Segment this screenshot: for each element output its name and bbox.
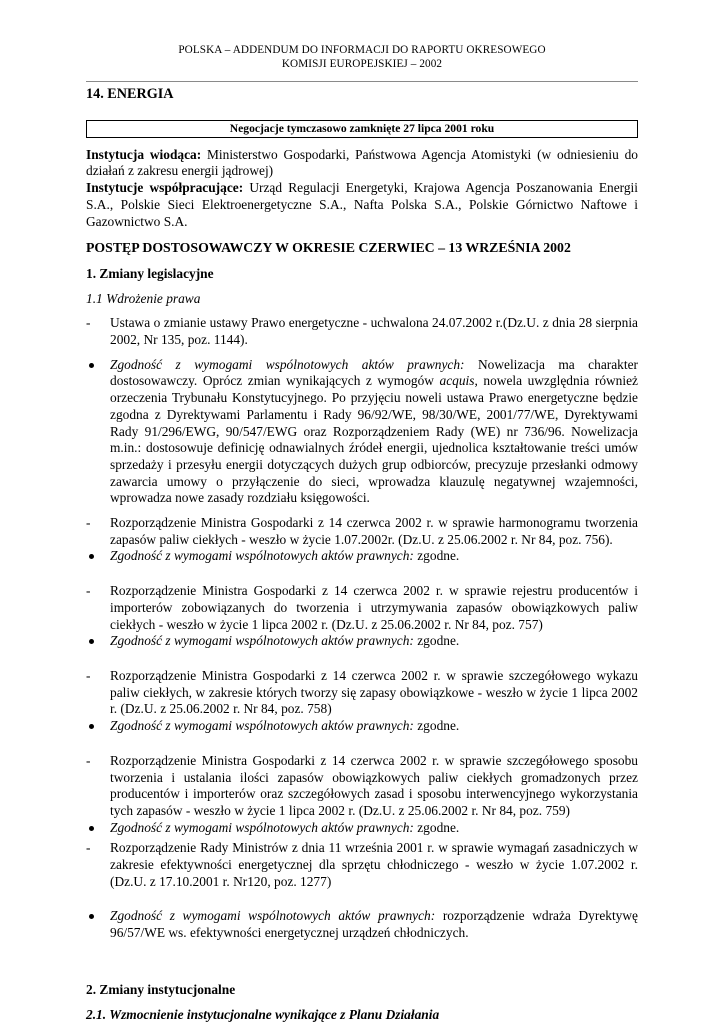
item-1-text: Ustawa o zmianie ustawy Prawo energetyczne - uchwalona 24.07.2002 r.(Dz.U. z dnia 28 sierpnia 2002, Nr 135, poz. 1144).: [110, 315, 638, 348]
compliance-text-b: , nowela uwzględnia również orzeczenia Trybunału Konstytucyjnego. Po przyjęciu noweli ustawa Prawo energetyczne będzie zgodna z Dyrektywami Parlamentu i Rady 96/92/WE, 98/30/WE, 2001/77/WE, Dyrektywami Rady 91/296/EWG, 90/547/EWG oraz Rozporządzeniem Rady (WE) nr 736/96. Nowelizacja m.in.: dostosowuje definicję odnawialnych źródeł energii, ujednolica kształtowanie treści umów sprzedaży i przesyłu energii dotyczących dużych grup odbiorców, precyzuje przesłanki odmowy zawarcia umowy o przyłączenie do sieci, wprowadza klauzulę negatywnej wzajemności, wprowadza nowe zasady rozdziału księgowości.: [110, 373, 638, 506]
compliance-ok: zgodne.: [413, 633, 460, 649]
list-item: [86, 840, 638, 890]
bullet-icon: [89, 639, 94, 644]
list-item: [86, 583, 638, 633]
dash-marker: -: [86, 315, 91, 331]
lead-institution-label: Instytucja wiodąca:: [86, 146, 202, 162]
cooperating-institutions-label: Instytucje współpracujące:: [86, 180, 244, 196]
compliance-item: [86, 908, 638, 941]
item-3-text: Rozporządzenie Ministra Gospodarki z 14 czerwca 2002 r. w sprawie rejestru producentów i importerów zobowiązanych do tworzenia i utrzymywania zapasów obowiązkowych paliw ciekłych - weszło w życie 1 lipca 2002 r. (Dz.U. z 25.06.2002 r. Nr 84, poz. 757): [110, 583, 638, 632]
compliance-text: rozporządzenie wdraża Dyrektywę 96/57/WE ws. efektywności energetycznej urządzeń chłodniczych.: [110, 908, 638, 941]
header-line-2: KOMISJI EUROPEJSKIEJ – 2002: [281, 58, 443, 70]
compliance-item: [86, 357, 638, 507]
dash-marker: -: [86, 583, 91, 599]
chapter-title: 14. ENERGIA: [86, 86, 174, 102]
header-rule: [86, 81, 638, 82]
compliance-label: Zgodność z wymogami wspólnotowych aktów prawnych:: [110, 633, 414, 649]
compliance-label: Zgodność z wymogami wspólnotowych aktów prawnych:: [110, 908, 436, 924]
section-2-1-heading: 2.1. Wzmocnienie instytucjonalne wynikające z Planu Działania: [86, 1006, 440, 1022]
item-6-text: Rozporządzenie Rady Ministrów z dnia 11 września 2001 r. w sprawie wymagań zasadniczych w zakresie efektywności energetycznej dla sprzętu chłodniczego - weszło w życie 1.07.2002 r. (Dz.U. z 17.10.2001 r. Nr120, poz. 1277): [110, 840, 638, 889]
dash-marker: -: [86, 515, 91, 531]
item-2-text: Rozporządzenie Ministra Gospodarki z 14 czerwca 2002 r. w sprawie harmonogramu tworzenia zapasów paliw ciekłych - weszło w życie 1.07.2002r. (Dz.U. z 25.06.2002 r. Nr 84, poz. 756).: [110, 515, 638, 547]
page-header: [86, 43, 638, 71]
compliance-text-a: Nowelizacja ma charakter dostosowawczy. Oprócz zmian wynikających z wymogów: [110, 356, 638, 389]
section-2-heading: 2. Zmiany instytucjonalne: [86, 981, 236, 997]
negotiation-status-box: Negocjacje tymczasowo zamknięte 27 lipca 2001 roku: [86, 120, 638, 138]
bullet-icon: [89, 826, 94, 831]
compliance-item: [86, 633, 638, 650]
lead-institution: [86, 147, 638, 180]
bullet-icon: [89, 724, 94, 729]
list-item: [86, 668, 638, 718]
dash-marker: -: [86, 752, 91, 768]
item-5-text: Rozporządzenie Ministra Gospodarki z 14 czerwca 2002 r. w sprawie szczegółowego sposobu tworzenia i ustalania ilości zapasów obowiązkowych paliw ciekłych gromadzonych przez producentów i importerów oraz szczegółowych zasad i sposobu interwencyjnego wykorzystania tych zapasów - weszło w życie 1 lipca 2002 r. (Dz.U. z 25.06.2002 r. Nr 84, poz. 759): [110, 752, 638, 818]
header-line-1: POLSKA – ADDENDUM DO INFORMACJI DO RAPORTU OKRESOWEGO: [178, 44, 546, 56]
item-4-text: Rozporządzenie Ministra Gospodarki z 14 czerwca 2002 r. w sprawie szczegółowego wykazu paliw ciekłych, w zakresie których tworzy się zapasy obowiązkowe - weszło w życie 1 lipca 2002 r. (Dz.U. z 25.06.2002 r. Nr 84, poz. 758): [110, 667, 638, 717]
section-1-1-heading: 1.1 Wdrożenie prawa: [86, 290, 201, 306]
bullet-icon: [89, 914, 94, 919]
cooperating-institutions: [86, 180, 638, 230]
bullet-icon: [89, 554, 94, 559]
section-1-heading: 1. Zmiany legislacyjne: [86, 265, 214, 281]
compliance-label: Zgodność z wymogami wspólnotowych aktów prawnych:: [110, 548, 414, 564]
cooperating-institutions-text: Urząd Regulacji Energetyki, Krajowa Agencja Poszanowania Energii S.A., Polskie Sieci Elektroenergetyczne S.A., Nafta Polska S.A., Polskie Górnictwo Naftowe i Gazownictwo S.A.: [86, 180, 638, 229]
document-body: [86, 86, 638, 1023]
compliance-label: Zgodność z wymogami wspólnotowych aktów prawnych:: [110, 718, 414, 734]
list-item: [86, 315, 638, 348]
compliance-ok: zgodne.: [413, 548, 460, 564]
dash-marker: -: [86, 667, 91, 683]
compliance-ok: zgodne.: [413, 819, 460, 835]
compliance-item: [86, 548, 638, 565]
compliance-item: [86, 820, 638, 837]
list-item: [86, 753, 638, 820]
list-item: [86, 515, 638, 548]
dash-marker: -: [86, 840, 91, 856]
progress-heading: POSTĘP DOSTOSOWAWCZY W OKRESIE CZERWIEC – 13 WRZEŚNIA 2002: [86, 240, 571, 256]
compliance-label: Zgodność z wymogami wspólnotowych aktów prawnych:: [110, 819, 414, 835]
acquis-term: acquis: [439, 373, 475, 389]
compliance-ok: zgodne.: [413, 718, 460, 734]
bullet-icon: [89, 363, 94, 368]
lead-institution-text: Ministerstwo Gospodarki, Państwowa Agencja Atomistyki (w odniesieniu do działań z zakresu energii jądrowej): [86, 146, 638, 179]
compliance-label: Zgodność z wymogami wspólnotowych aktów prawnych:: [110, 356, 465, 372]
compliance-item: [86, 718, 638, 735]
